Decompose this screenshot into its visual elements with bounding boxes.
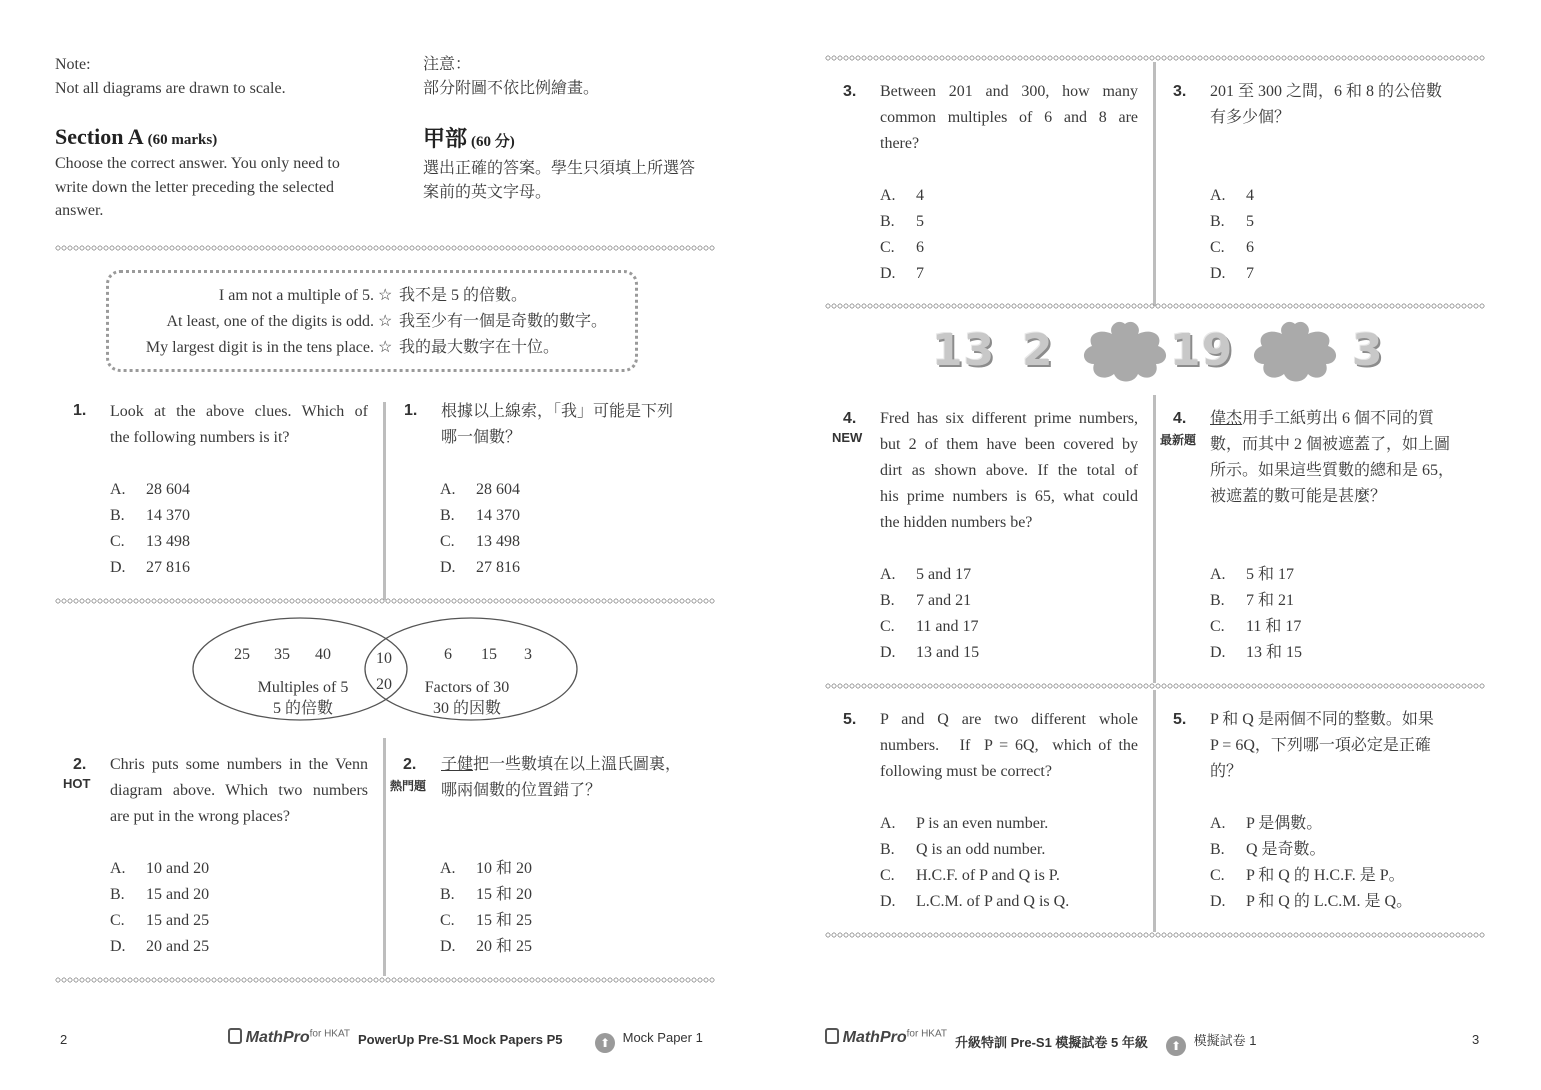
option-value: 11 和 17 (1246, 618, 1302, 635)
q1-option-a[interactable] (110, 477, 190, 503)
q4-text-zh-1-rest: 用手工紙剪出 6 個不同的質 (1242, 410, 1435, 427)
option-value: P 和 Q 的 H.C.F. 是 P。 (1246, 867, 1405, 884)
q3-option-d[interactable] (880, 261, 924, 287)
q3-option-c-zh[interactable] (1210, 235, 1254, 261)
q1-number: 1. (73, 402, 87, 419)
mock-paper-label: 模擬試卷 1 (1193, 1033, 1257, 1048)
q4-text-zh-1 (1210, 406, 1434, 432)
arrow-up-icon: ⬆ (1166, 1036, 1186, 1056)
q5-option-c-zh[interactable] (1210, 863, 1405, 889)
option-value: L.C.M. of P and Q is Q. (916, 893, 1070, 910)
venn-right-number: 3 (524, 646, 532, 663)
q4-option-c[interactable] (880, 614, 979, 640)
column-divider (1153, 395, 1156, 683)
section-zh-instruction-2: 案前的英文字母。 (423, 183, 552, 201)
venn-left-label-en: Multiples of 5 (257, 679, 349, 696)
arrow-up-icon: ⬆ (595, 1033, 615, 1053)
q2-text-en-2: diagram above. Which two numbers (110, 782, 368, 799)
note-zh-title: 注意： (423, 56, 472, 73)
option-value: P 和 Q 的 L.C.M. 是 Q。 (1246, 893, 1413, 910)
q5-option-a-zh[interactable] (1210, 811, 1322, 837)
q1-text-en-1: Look at the above clues. Which of (110, 403, 368, 420)
q4-text-zh-4: 被遮蓋的數可能是甚麼？ (1210, 488, 1387, 505)
venn-left-number: 35 (274, 646, 290, 663)
brand-name: MathPro (842, 1029, 907, 1046)
section-zh-marks: (60 分) (471, 134, 515, 150)
clue-zh-2: 我至少有一個是奇數的數字。 (399, 313, 608, 330)
option-letter: A. (1210, 815, 1226, 832)
divider (55, 598, 715, 604)
q3-text-zh-1: 201 至 300 之間，6 和 8 的公倍數 (1210, 83, 1443, 100)
note-en (55, 52, 385, 102)
q2-tag-zh: 熱門題 (390, 779, 427, 793)
q4-option-d[interactable] (880, 640, 979, 666)
clue-zh-1: 我不是 5 的倍數。 (399, 287, 528, 304)
option-value: 15 和 20 (476, 886, 533, 903)
q2-text-zh-2: 哪兩個數的位置錯了？ (441, 782, 602, 799)
venn-left-number: 40 (315, 646, 331, 663)
q1-option-b[interactable] (110, 503, 190, 529)
option-value: 13 498 (146, 533, 190, 550)
column-divider (1153, 690, 1156, 932)
q5-text-zh-1: P 和 Q 是兩個不同的整數。如果 (1210, 711, 1434, 728)
section-zh-title: 甲部 (423, 126, 468, 151)
section-zh-instruction-1: 選出正確的答案。學生只須填上所選答 (423, 160, 696, 177)
option-letter: B. (880, 213, 895, 230)
q2-text-en-1: Chris puts some numbers in the Venn (110, 756, 368, 773)
option-letter: C. (1210, 239, 1225, 256)
option-letter: C. (440, 533, 455, 550)
q4-tag-new: NEW (832, 430, 863, 445)
section-en-title: Section A (55, 124, 144, 149)
brand-sub: for HKAT (906, 1028, 948, 1040)
note-en-title: Note: (55, 56, 91, 73)
venn-left-label-zh: 5 的倍數 (272, 700, 333, 717)
q1-option-d-zh[interactable] (440, 555, 520, 581)
option-value: 5 和 17 (1246, 566, 1295, 583)
q3-text-en-2: common multiples of 6 and 8 are (880, 109, 1138, 126)
note-zh-text: 部分附圖不依比例繪畫。 (423, 80, 600, 97)
mathpro-logo-icon (228, 1028, 242, 1044)
q4-number-zh: 4. (1173, 410, 1187, 427)
option-letter: A. (110, 481, 126, 498)
venn-right-number: 15 (481, 646, 497, 663)
option-letter: D. (440, 559, 456, 576)
page-number-left: 2 (60, 1032, 68, 1047)
option-letter: C. (110, 912, 125, 929)
option-value: 6 (916, 239, 924, 256)
note-zh (423, 52, 723, 102)
q2-text-zh-1 (441, 752, 681, 778)
q3-option-a[interactable] (880, 183, 924, 209)
q2-option-c[interactable] (110, 908, 209, 934)
q3-option-c[interactable] (880, 235, 924, 261)
q1-number-zh: 1. (404, 402, 418, 419)
column-divider (1153, 62, 1156, 306)
q2-option-b-zh[interactable] (440, 882, 532, 908)
prime-number-card: 2 (1022, 325, 1054, 376)
q2-option-d[interactable] (110, 934, 209, 960)
option-value: 7 和 21 (1246, 592, 1295, 609)
note-en-text: Not all diagrams are drawn to scale. (55, 80, 286, 97)
option-letter: C. (440, 912, 455, 929)
option-value: 4 (1246, 187, 1254, 204)
q2-text-en-3: are put in the wrong places? (110, 808, 290, 825)
q5-option-b[interactable] (880, 837, 1045, 863)
q4-text-en-4: his prime numbers is 65, what could (880, 488, 1138, 505)
option-letter: C. (880, 239, 895, 256)
mathpro-logo-icon (825, 1028, 839, 1044)
footer-title-right: 升級特訓 Pre-S1 模擬試卷 5 年級 (955, 1035, 1148, 1050)
q5-option-a[interactable] (880, 811, 1048, 837)
clue-en-1: I am not a multiple of 5. (218, 287, 374, 304)
q2-number-zh: 2. (403, 756, 417, 773)
section-en-marks: (60 marks) (147, 132, 218, 148)
option-letter: D. (880, 265, 896, 282)
star-icon: ☆ (378, 339, 393, 356)
option-value: 14 370 (476, 507, 520, 524)
q5-number-zh: 5. (1173, 711, 1187, 728)
footer-left (228, 1028, 350, 1047)
q5-number: 5. (843, 711, 857, 728)
column-divider (383, 738, 386, 976)
q2-option-d-zh[interactable] (440, 934, 532, 960)
venn-middle-number: 10 (376, 650, 392, 667)
option-letter: B. (880, 592, 895, 609)
q5-text-en-1: P and Q are two different whole (880, 711, 1138, 728)
option-letter: D. (1210, 265, 1226, 282)
footer-right (825, 1028, 947, 1047)
q4-option-b[interactable] (880, 588, 971, 614)
option-letter: B. (1210, 213, 1225, 230)
column-divider (383, 402, 386, 600)
option-value: P 是偶數。 (1246, 815, 1323, 832)
q5-option-c[interactable] (880, 863, 1060, 889)
option-letter: A. (880, 187, 896, 204)
option-value: 10 和 20 (476, 860, 533, 877)
q4-tag-zh: 最新題 (1160, 433, 1197, 447)
option-value: 15 and 20 (146, 886, 210, 903)
q4-text-zh-3: 所示。如果這些質數的總和是 65， (1210, 462, 1455, 479)
option-value: 7 (1246, 265, 1254, 282)
section-zh (423, 122, 723, 204)
venn-middle-number: 20 (376, 676, 392, 693)
q1-option-a-zh[interactable] (440, 477, 520, 503)
option-letter: B. (1210, 592, 1225, 609)
q3-option-b[interactable] (880, 209, 924, 235)
option-value: 4 (916, 187, 924, 204)
q4-number: 4. (843, 410, 857, 427)
q4-option-a-zh[interactable] (1210, 562, 1294, 588)
clue-en-2: At least, one of the digits is odd. (166, 313, 374, 330)
mock-paper-label: Mock Paper 1 (622, 1030, 703, 1045)
q1-text-zh-1: 根據以上線索，「我」可能是下列 (441, 403, 674, 420)
q4-option-c-zh[interactable] (1210, 614, 1301, 640)
q3-option-b-zh[interactable] (1210, 209, 1254, 235)
option-letter: B. (440, 507, 455, 524)
option-value: P is an even number. (916, 815, 1049, 832)
prime-number-card: 13 (932, 325, 996, 376)
option-letter: C. (1210, 618, 1225, 635)
prime-number-card: 3 (1352, 325, 1384, 376)
option-letter: C. (110, 533, 125, 550)
option-letter: B. (110, 886, 125, 903)
q1-text-zh-2: 哪一個數？ (441, 429, 522, 446)
option-value: 27 816 (146, 559, 190, 576)
q2-option-c-zh[interactable] (440, 908, 532, 934)
q5-option-b-zh[interactable] (1210, 837, 1326, 863)
page-number-right: 3 (1472, 1032, 1480, 1047)
option-value: 11 and 17 (916, 618, 979, 635)
q5-option-d[interactable] (880, 889, 1069, 915)
brand-sub: for HKAT (309, 1028, 351, 1040)
divider (825, 55, 1485, 61)
q2-option-a[interactable] (110, 856, 209, 882)
q4-text-en-1: Fred has six different prime numbers, (880, 410, 1138, 427)
option-letter: D. (440, 938, 456, 955)
q5-text-en-3: following must be correct? (880, 763, 1052, 780)
clue-en-3: My largest digit is in the tens place. (145, 339, 374, 356)
q5-text-en-2: numbers. If P = 6Q, which of the (880, 737, 1138, 754)
option-value: 10 and 20 (146, 860, 210, 877)
q3-option-a-zh[interactable] (1210, 183, 1254, 209)
option-letter: A. (1210, 187, 1226, 204)
footer-paper-left (595, 1030, 703, 1053)
option-value: Q 是奇數。 (1246, 841, 1326, 858)
q4-option-b-zh[interactable] (1210, 588, 1294, 614)
section-en-instruction: Choose the correct answer. You only need to write down the letter preceding the selected answer. (55, 155, 340, 219)
q2-option-b[interactable] (110, 882, 209, 908)
venn-left-number: 25 (234, 646, 250, 663)
dirt-blob-icon (1250, 320, 1340, 382)
star-icon: ☆ (378, 287, 393, 304)
option-value: 5 and 17 (916, 566, 972, 583)
option-letter: B. (110, 507, 125, 524)
q3-text-en-1: Between 201 and 300, how many (880, 83, 1138, 100)
divider (825, 683, 1485, 689)
venn-right-number: 6 (444, 646, 452, 663)
option-value: 5 (1246, 213, 1254, 230)
option-value: 14 370 (146, 507, 190, 524)
footer-paper-right (1166, 1030, 1256, 1056)
q3-number-zh: 3. (1173, 83, 1187, 100)
q2-number: 2. (73, 756, 87, 773)
option-value: 13 和 15 (1246, 644, 1303, 661)
q1-text-en-2: the following numbers is it? (110, 429, 290, 446)
q1-option-b-zh[interactable] (440, 503, 520, 529)
q5-text-zh-3: 的？ (1210, 763, 1243, 780)
option-letter: B. (880, 841, 895, 858)
option-value: 7 and 21 (916, 592, 972, 609)
q2-text-zh-1-rest: 把一些數填在以上溫氏圖裏， (473, 756, 682, 773)
option-letter: A. (440, 481, 456, 498)
option-value: 28 604 (476, 481, 520, 498)
option-value: 6 (1246, 239, 1254, 256)
option-letter: D. (1210, 893, 1226, 910)
venn-right-label-zh: 30 的因數 (432, 700, 501, 717)
q4-text-en-2: but 2 of them have been covered by (880, 436, 1138, 453)
clue-zh-3: 我的最大數字在十位。 (399, 339, 560, 356)
q3-option-d-zh[interactable] (1210, 261, 1254, 287)
option-letter: A. (440, 860, 456, 877)
q4-text-zh-2: 數，而其中 2 個被遮蓋了，如上圖 (1210, 436, 1451, 453)
q3-text-zh-2: 有多少個？ (1210, 109, 1291, 126)
q4-text-en-3: dirt as shown above. If the total of (880, 462, 1138, 479)
option-letter: A. (880, 815, 896, 832)
q4-text-en-5: the hidden numbers be? (880, 514, 1033, 531)
option-letter: D. (880, 644, 896, 661)
option-letter: D. (1210, 644, 1226, 661)
option-letter: C. (880, 867, 895, 884)
q5-option-d-zh[interactable] (1210, 889, 1412, 915)
venn-right-label-en: Factors of 30 (424, 679, 510, 696)
option-value: 13 and 15 (916, 644, 980, 661)
option-value: 27 816 (476, 559, 520, 576)
option-letter: D. (880, 893, 896, 910)
dirt-blob-icon (1080, 320, 1170, 382)
option-value: 15 和 25 (476, 912, 533, 929)
q4-option-a[interactable] (880, 562, 971, 588)
option-letter: B. (1210, 841, 1225, 858)
q1-option-d[interactable] (110, 555, 190, 581)
option-value: 20 and 25 (146, 938, 210, 955)
option-letter: A. (110, 860, 126, 877)
option-value: 13 498 (476, 533, 520, 550)
divider (825, 303, 1485, 309)
divider (825, 932, 1485, 938)
q2-option-a-zh[interactable] (440, 856, 532, 882)
option-letter: A. (1210, 566, 1226, 583)
divider (55, 977, 715, 983)
footer-title-left: PowerUp Pre-S1 Mock Papers P5 (358, 1032, 563, 1047)
option-value: 5 (916, 213, 924, 230)
option-letter: B. (440, 886, 455, 903)
option-letter: C. (880, 618, 895, 635)
prime-number-card: 19 (1170, 325, 1234, 376)
brand-name: MathPro (245, 1029, 310, 1046)
option-value: H.C.F. of P and Q is P. (916, 867, 1060, 884)
section-en (55, 124, 345, 223)
option-letter: D. (110, 559, 126, 576)
option-letter: A. (880, 566, 896, 583)
q2-name-zh: 子健 (441, 756, 474, 773)
option-value: 15 and 25 (146, 912, 210, 929)
q1-option-c-zh[interactable] (440, 529, 520, 555)
q5-text-zh-2: P = 6Q，下列哪一項必定是正確 (1210, 737, 1431, 754)
option-value: Q is an odd number. (916, 841, 1046, 858)
option-value: 20 和 25 (476, 938, 533, 955)
q3-number: 3. (843, 83, 857, 100)
option-value: 28 604 (146, 481, 190, 498)
star-icon: ☆ (378, 313, 393, 330)
q3-text-en-3: there? (880, 135, 920, 152)
option-letter: D. (110, 938, 126, 955)
q2-tag-hot: HOT (63, 776, 91, 791)
q4-option-d-zh[interactable] (1210, 640, 1302, 666)
divider (55, 245, 715, 251)
option-letter: C. (1210, 867, 1225, 884)
option-value: 7 (916, 265, 924, 282)
q4-name-zh: 偉杰 (1210, 410, 1243, 427)
q1-option-c[interactable] (110, 529, 190, 555)
